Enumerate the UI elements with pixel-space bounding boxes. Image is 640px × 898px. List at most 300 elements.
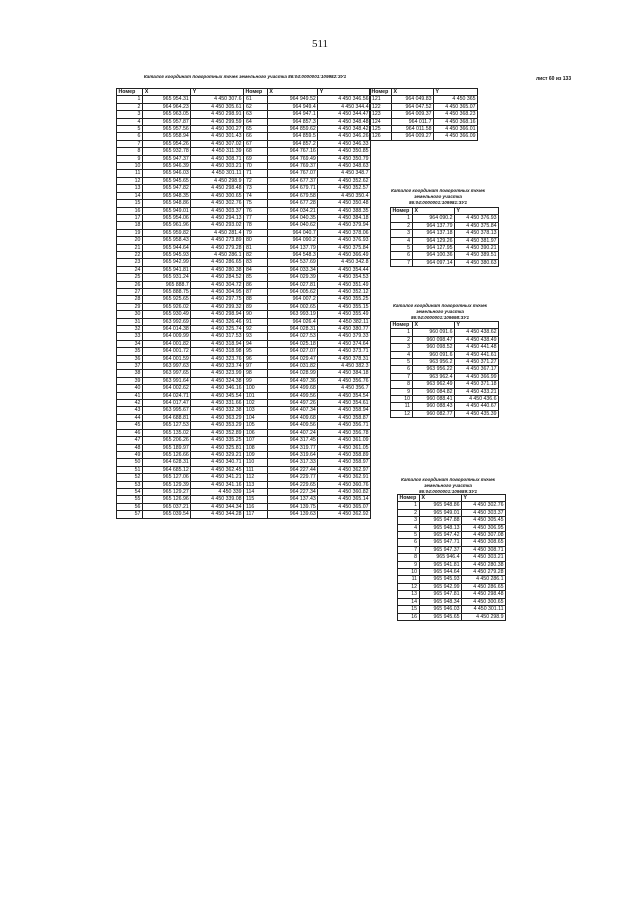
table-row bbox=[117, 237, 371, 244]
point-number: 44 bbox=[117, 414, 143, 421]
main-catalog-title: Каталог координат поворотных точек земельного участка 86:04:0000001:109982:ЗУ1 bbox=[143, 74, 347, 79]
point-number: 6 bbox=[117, 133, 143, 140]
point-number: 115 bbox=[243, 496, 267, 503]
point-number: 97 bbox=[243, 363, 267, 370]
y-coordinate: 4 450 301.43 bbox=[191, 133, 244, 140]
x-coordinate: 964 499.56 bbox=[267, 392, 317, 399]
x-coordinate: 965 944.64 bbox=[143, 244, 191, 251]
point-number: 39 bbox=[117, 377, 143, 384]
header-y: Y bbox=[318, 89, 371, 96]
y-coordinate: 4 450 375.84 bbox=[318, 244, 371, 251]
point-number: 22 bbox=[117, 251, 143, 258]
y-coordinate: 4 450 375.84 bbox=[455, 222, 499, 229]
x-coordinate: 964 028.99 bbox=[267, 370, 317, 377]
y-coordinate: 4 450 365 bbox=[434, 96, 478, 103]
x-coordinate: 965 945.93 bbox=[420, 576, 462, 583]
x-coordinate: 965 946.03 bbox=[143, 170, 191, 177]
y-coordinate: 4 450 317.53 bbox=[191, 333, 244, 340]
x-coordinate: 964 227.34 bbox=[267, 488, 317, 495]
x-coordinate: 965 947.37 bbox=[143, 155, 191, 162]
point-number: 6 bbox=[391, 252, 413, 259]
catalog-b-header-row bbox=[391, 208, 499, 215]
x-coordinate: 964 049.83 bbox=[392, 96, 434, 103]
x-coordinate: 964 100.36 bbox=[413, 252, 455, 259]
x-coordinate: 964 029.47 bbox=[267, 355, 317, 362]
table-row bbox=[117, 96, 371, 103]
x-coordinate: 964 027.53 bbox=[267, 333, 317, 340]
point-number: 113 bbox=[243, 481, 267, 488]
y-coordinate: 4 450 335.25 bbox=[191, 437, 244, 444]
point-number: 114 bbox=[243, 488, 267, 495]
y-coordinate: 4 450 368.23 bbox=[434, 111, 478, 118]
table-row bbox=[370, 96, 478, 103]
x-coordinate: 964 688.81 bbox=[143, 414, 191, 421]
y-coordinate: 4 450 279.28 bbox=[462, 569, 506, 576]
y-coordinate: 4 450 441.48 bbox=[455, 344, 499, 351]
y-coordinate: 4 450 354.44 bbox=[318, 266, 371, 273]
x-coordinate: 965 947.37 bbox=[420, 546, 462, 553]
x-coordinate: 965 932.78 bbox=[143, 148, 191, 155]
table-row bbox=[391, 403, 499, 410]
x-coordinate: 965 888.7 bbox=[143, 281, 191, 288]
x-coordinate: 964 047.52 bbox=[392, 103, 434, 110]
point-number: 75 bbox=[243, 200, 267, 207]
point-number: 1 bbox=[391, 215, 413, 222]
x-coordinate: 965 957.87 bbox=[143, 118, 191, 125]
catalog-b-table bbox=[390, 207, 499, 267]
header-x: X bbox=[413, 208, 455, 215]
x-coordinate: 964 001.59 bbox=[143, 355, 191, 362]
x-coordinate: 964 548.3 bbox=[267, 251, 317, 258]
x-coordinate: 965 949.01 bbox=[420, 509, 462, 516]
table-row bbox=[117, 355, 371, 362]
point-number: 67 bbox=[243, 140, 267, 147]
y-coordinate: 4 450 307.08 bbox=[462, 532, 506, 539]
x-coordinate: 965 948.86 bbox=[143, 200, 191, 207]
x-coordinate: 964 031.82 bbox=[267, 363, 317, 370]
catalog-d-header-row bbox=[398, 495, 506, 502]
table-row bbox=[117, 274, 371, 281]
y-coordinate: 4 450 344.34 bbox=[191, 503, 244, 510]
y-coordinate: 4 450 358.87 bbox=[318, 414, 371, 421]
y-coordinate: 4 450 376.93 bbox=[455, 215, 499, 222]
x-coordinate: 960 098.52 bbox=[413, 344, 455, 351]
x-coordinate: 965 958.43 bbox=[143, 237, 191, 244]
point-number: 10 bbox=[391, 396, 413, 403]
main-catalog-header-row bbox=[117, 89, 371, 96]
y-coordinate: 4 450 332.38 bbox=[191, 407, 244, 414]
x-coordinate: 964 947.1 bbox=[267, 111, 317, 118]
x-coordinate: 964 409.68 bbox=[267, 414, 317, 421]
x-coordinate: 964 317.45 bbox=[267, 437, 317, 444]
point-number: 5 bbox=[398, 532, 420, 539]
y-coordinate: 4 450 366.09 bbox=[434, 133, 478, 140]
point-number: 8 bbox=[391, 381, 413, 388]
point-number: 104 bbox=[243, 414, 267, 421]
point-number: 31 bbox=[117, 318, 143, 325]
y-coordinate: 4 450 286.1 bbox=[191, 251, 244, 258]
table-row bbox=[117, 488, 371, 495]
point-number: 7 bbox=[391, 259, 413, 266]
point-number: 21 bbox=[117, 244, 143, 251]
table-row bbox=[398, 539, 506, 546]
x-coordinate: 964 026.4 bbox=[267, 318, 317, 325]
x-coordinate: 965 189.97 bbox=[143, 444, 191, 451]
point-number: 69 bbox=[243, 155, 267, 162]
point-number: 24 bbox=[117, 266, 143, 273]
x-coordinate: 965 941.81 bbox=[143, 266, 191, 273]
table-row bbox=[398, 532, 506, 539]
point-number: 79 bbox=[243, 229, 267, 236]
x-coordinate: 964 685.12 bbox=[143, 466, 191, 473]
table-row bbox=[398, 502, 506, 509]
page-number: 511 bbox=[311, 38, 329, 50]
point-number: 17 bbox=[117, 214, 143, 221]
x-coordinate: 964 407.24 bbox=[267, 429, 317, 436]
point-number: 10 bbox=[117, 163, 143, 170]
x-coordinate: 964 679.71 bbox=[267, 185, 317, 192]
header-num: Номер bbox=[391, 322, 413, 329]
y-coordinate: 4 450 354.53 bbox=[318, 274, 371, 281]
table-row bbox=[391, 359, 499, 366]
point-number: 96 bbox=[243, 355, 267, 362]
y-coordinate: 4 450 348.7 bbox=[318, 170, 371, 177]
x-coordinate: 965 206.26 bbox=[143, 437, 191, 444]
y-coordinate: 4 450 308.71 bbox=[462, 546, 506, 553]
point-number: 65 bbox=[243, 126, 267, 133]
x-coordinate: 964 011.58 bbox=[392, 126, 434, 133]
x-coordinate: 964 139.75 bbox=[267, 503, 317, 510]
point-number: 121 bbox=[370, 96, 392, 103]
header-num: Номер bbox=[117, 89, 143, 96]
x-coordinate: 965 947.81 bbox=[420, 591, 462, 598]
table-row bbox=[117, 266, 371, 273]
x-coordinate: 965 947.82 bbox=[143, 185, 191, 192]
point-number: 55 bbox=[117, 496, 143, 503]
x-coordinate: 964 014.38 bbox=[143, 326, 191, 333]
x-coordinate: 964 319.64 bbox=[267, 451, 317, 458]
y-coordinate: 4 450 300.65 bbox=[191, 192, 244, 199]
y-coordinate: 4 450 286.65 bbox=[462, 583, 506, 590]
point-number: 1 bbox=[391, 329, 413, 336]
x-coordinate: 964 497.36 bbox=[267, 377, 317, 384]
y-coordinate: 4 450 307.02 bbox=[191, 140, 244, 147]
y-coordinate: 4 450 331.66 bbox=[191, 400, 244, 407]
x-coordinate: 965 949.01 bbox=[143, 207, 191, 214]
header-num: Номер bbox=[398, 495, 420, 502]
x-coordinate: 965 942.99 bbox=[420, 583, 462, 590]
y-coordinate: 4 450 438.49 bbox=[455, 336, 499, 343]
table-row bbox=[117, 340, 371, 347]
table-row bbox=[117, 244, 371, 251]
table-row bbox=[117, 126, 371, 133]
point-number: 16 bbox=[398, 613, 420, 620]
point-number: 57 bbox=[117, 511, 143, 518]
x-coordinate: 964 027.07 bbox=[267, 348, 317, 355]
point-number: 91 bbox=[243, 318, 267, 325]
point-number: 11 bbox=[398, 576, 420, 583]
y-coordinate: 4 450 354.54 bbox=[318, 392, 371, 399]
x-coordinate: 963 956.2 bbox=[413, 359, 455, 366]
table-row bbox=[117, 496, 371, 503]
y-coordinate: 4 450 355.49 bbox=[318, 311, 371, 318]
point-number: 3 bbox=[398, 517, 420, 524]
x-coordinate: 965 931.24 bbox=[143, 274, 191, 281]
table-row bbox=[117, 214, 371, 221]
table-row bbox=[391, 252, 499, 259]
x-coordinate: 963 992.69 bbox=[143, 318, 191, 325]
table-row bbox=[117, 288, 371, 295]
x-coordinate: 964 628.31 bbox=[143, 459, 191, 466]
y-coordinate: 4 450 286.65 bbox=[191, 259, 244, 266]
point-number: 14 bbox=[398, 598, 420, 605]
point-number: 61 bbox=[243, 96, 267, 103]
x-coordinate: 964 229.65 bbox=[267, 481, 317, 488]
y-coordinate: 4 450 362.92 bbox=[318, 511, 371, 518]
y-coordinate: 4 450 303.37 bbox=[191, 207, 244, 214]
x-coordinate: 965 948.35 bbox=[143, 192, 191, 199]
x-coordinate: 965 126.96 bbox=[143, 496, 191, 503]
y-coordinate: 4 450 350.4 bbox=[318, 192, 371, 199]
point-number: 64 bbox=[243, 118, 267, 125]
point-number: 53 bbox=[117, 481, 143, 488]
table-row bbox=[398, 583, 506, 590]
x-coordinate: 965 135.02 bbox=[143, 429, 191, 436]
y-coordinate: 4 450 299.32 bbox=[191, 303, 244, 310]
point-number: 42 bbox=[117, 400, 143, 407]
x-coordinate: 964 009.27 bbox=[392, 133, 434, 140]
table-row bbox=[117, 185, 371, 192]
table-row bbox=[117, 207, 371, 214]
point-number: 74 bbox=[243, 192, 267, 199]
point-number: 78 bbox=[243, 222, 267, 229]
y-coordinate: 4 450 384.18 bbox=[318, 370, 371, 377]
x-coordinate: 964 677.37 bbox=[267, 177, 317, 184]
y-coordinate: 4 450 279.28 bbox=[191, 244, 244, 251]
x-coordinate: 964 040.62 bbox=[267, 222, 317, 229]
table-row bbox=[117, 429, 371, 436]
table-row bbox=[117, 163, 371, 170]
x-coordinate: 964 127.95 bbox=[413, 245, 455, 252]
point-number: 102 bbox=[243, 400, 267, 407]
point-number: 46 bbox=[117, 429, 143, 436]
x-coordinate: 965 948.34 bbox=[420, 598, 462, 605]
y-coordinate: 4 450 436.6 bbox=[455, 396, 499, 403]
y-coordinate: 4 450 345.54 bbox=[191, 392, 244, 399]
point-number: 109 bbox=[243, 451, 267, 458]
x-coordinate: 965 925.65 bbox=[143, 296, 191, 303]
x-coordinate: 964 769.49 bbox=[267, 155, 317, 162]
point-number: 105 bbox=[243, 422, 267, 429]
y-coordinate: 4 450 352.62 bbox=[318, 177, 371, 184]
x-coordinate: 965 946.4 bbox=[420, 554, 462, 561]
x-coordinate: 964 002.62 bbox=[143, 385, 191, 392]
point-number: 68 bbox=[243, 148, 267, 155]
point-number: 73 bbox=[243, 185, 267, 192]
y-coordinate: 4 450 304.72 bbox=[191, 281, 244, 288]
x-coordinate: 964 011.7 bbox=[392, 118, 434, 125]
point-number: 85 bbox=[243, 274, 267, 281]
point-number: 9 bbox=[391, 388, 413, 395]
x-coordinate: 964 227.44 bbox=[267, 466, 317, 473]
point-number: 106 bbox=[243, 429, 267, 436]
y-coordinate: 4 450 340.71 bbox=[191, 459, 244, 466]
y-coordinate: 4 450 339 bbox=[191, 488, 244, 495]
header-x: X bbox=[420, 495, 462, 502]
point-number: 51 bbox=[117, 466, 143, 473]
header-x: X bbox=[392, 89, 434, 96]
x-coordinate: 960 082.77 bbox=[413, 410, 455, 417]
x-coordinate: 964 677.28 bbox=[267, 200, 317, 207]
point-number: 49 bbox=[117, 451, 143, 458]
x-coordinate: 960 091.6 bbox=[413, 329, 455, 336]
y-coordinate: 4 450 382.3 bbox=[318, 363, 371, 370]
table-row bbox=[117, 311, 371, 318]
point-number: 83 bbox=[243, 259, 267, 266]
point-number: 12 bbox=[117, 177, 143, 184]
point-number: 29 bbox=[117, 303, 143, 310]
point-number: 98 bbox=[243, 370, 267, 377]
y-coordinate: 4 450 346.16 bbox=[191, 385, 244, 392]
x-coordinate: 965 888.75 bbox=[143, 288, 191, 295]
y-coordinate: 4 450 350.85 bbox=[318, 148, 371, 155]
table-row bbox=[391, 336, 499, 343]
x-coordinate: 964 025.18 bbox=[267, 340, 317, 347]
table-row bbox=[370, 133, 478, 140]
y-coordinate: 4 450 366.99 bbox=[455, 373, 499, 380]
x-coordinate: 965 039.54 bbox=[143, 511, 191, 518]
point-number: 13 bbox=[117, 185, 143, 192]
table-row bbox=[370, 126, 478, 133]
x-coordinate: 964 040.35 bbox=[267, 214, 317, 221]
table-row bbox=[117, 103, 371, 110]
x-coordinate: 964 139.63 bbox=[267, 511, 317, 518]
sheet-label: лист 60 из 133 bbox=[536, 76, 572, 82]
table-row bbox=[391, 215, 499, 222]
y-coordinate: 4 450 341.21 bbox=[191, 474, 244, 481]
x-coordinate: 965 926.02 bbox=[143, 303, 191, 310]
table-row bbox=[398, 569, 506, 576]
y-coordinate: 4 450 435.39 bbox=[455, 410, 499, 417]
table-row bbox=[391, 329, 499, 336]
table-row bbox=[117, 229, 371, 236]
point-number: 15 bbox=[117, 200, 143, 207]
y-coordinate: 4 450 378.06 bbox=[318, 229, 371, 236]
table-row bbox=[117, 222, 371, 229]
y-coordinate: 4 450 341.16 bbox=[191, 481, 244, 488]
point-number: 86 bbox=[243, 281, 267, 288]
x-coordinate: 963 962.4 bbox=[413, 373, 455, 380]
y-coordinate: 4 450 374.64 bbox=[318, 340, 371, 347]
point-number: 90 bbox=[243, 311, 267, 318]
y-coordinate: 4 450 376.93 bbox=[318, 237, 371, 244]
point-number: 70 bbox=[243, 163, 267, 170]
point-number: 100 bbox=[243, 385, 267, 392]
table-row bbox=[117, 259, 371, 266]
table-row bbox=[391, 381, 499, 388]
table-row bbox=[117, 422, 371, 429]
table-row bbox=[391, 259, 499, 266]
table-row bbox=[117, 444, 371, 451]
header-y: Y bbox=[462, 495, 506, 502]
y-coordinate: 4 450 325.81 bbox=[191, 444, 244, 451]
y-coordinate: 4 450 306.95 bbox=[462, 524, 506, 531]
y-coordinate: 4 450 379.33 bbox=[318, 333, 371, 340]
point-number: 2 bbox=[391, 222, 413, 229]
x-coordinate: 964 857.3 bbox=[267, 118, 317, 125]
header-x: X bbox=[267, 89, 317, 96]
x-coordinate: 964 317.33 bbox=[267, 459, 317, 466]
y-coordinate: 4 450 273.89 bbox=[191, 237, 244, 244]
y-coordinate: 4 450 342.8 bbox=[318, 259, 371, 266]
x-coordinate: 964 859.62 bbox=[267, 126, 317, 133]
y-coordinate: 4 450 367.17 bbox=[455, 366, 499, 373]
y-coordinate: 4 450 298.9 bbox=[191, 177, 244, 184]
table-row bbox=[398, 606, 506, 613]
table-row bbox=[117, 200, 371, 207]
x-coordinate: 965 946.03 bbox=[420, 606, 462, 613]
table-row bbox=[391, 351, 499, 358]
x-coordinate: 965 959.82 bbox=[143, 229, 191, 236]
point-number: 35 bbox=[117, 348, 143, 355]
y-coordinate: 4 450 350.79 bbox=[318, 155, 371, 162]
y-coordinate: 4 450 358.89 bbox=[318, 451, 371, 458]
table-row bbox=[398, 524, 506, 531]
table-row bbox=[117, 148, 371, 155]
point-number: 72 bbox=[243, 177, 267, 184]
x-coordinate: 965 930.49 bbox=[143, 311, 191, 318]
table-row bbox=[117, 459, 371, 466]
y-coordinate: 4 450 280.38 bbox=[462, 561, 506, 568]
y-coordinate: 4 450 381.97 bbox=[455, 237, 499, 244]
point-number: 54 bbox=[117, 488, 143, 495]
point-number: 34 bbox=[117, 340, 143, 347]
y-coordinate: 4 450 280.38 bbox=[191, 266, 244, 273]
y-coordinate: 4 450 360.82 bbox=[318, 488, 371, 495]
x-coordinate: 964 009.37 bbox=[392, 111, 434, 118]
y-coordinate: 4 450 353.29 bbox=[191, 422, 244, 429]
point-number: 37 bbox=[117, 363, 143, 370]
y-coordinate: 4 450 365.14 bbox=[318, 496, 371, 503]
point-number: 94 bbox=[243, 340, 267, 347]
y-coordinate: 4 450 352.57 bbox=[318, 185, 371, 192]
x-coordinate: 964 859.5 bbox=[267, 133, 317, 140]
table-row bbox=[398, 576, 506, 583]
x-coordinate: 964 409.56 bbox=[267, 422, 317, 429]
point-number: 14 bbox=[117, 192, 143, 199]
table-row bbox=[117, 296, 371, 303]
y-coordinate: 4 450 329.21 bbox=[191, 451, 244, 458]
point-number: 8 bbox=[398, 554, 420, 561]
y-coordinate: 4 450 339.08 bbox=[191, 496, 244, 503]
point-number: 30 bbox=[117, 311, 143, 318]
y-coordinate: 4 450 389.51 bbox=[455, 252, 499, 259]
point-number: 110 bbox=[243, 459, 267, 466]
y-coordinate: 4 450 366.49 bbox=[318, 251, 371, 258]
point-number: 2 bbox=[398, 509, 420, 516]
y-coordinate: 4 450 294.13 bbox=[191, 214, 244, 221]
point-number: 117 bbox=[243, 511, 267, 518]
x-coordinate: 965 947.88 bbox=[420, 517, 462, 524]
y-coordinate: 4 450 384.18 bbox=[318, 214, 371, 221]
point-number: 9 bbox=[117, 155, 143, 162]
point-number: 28 bbox=[117, 296, 143, 303]
y-coordinate: 4 450 298.91 bbox=[191, 111, 244, 118]
table-row bbox=[391, 396, 499, 403]
table-row bbox=[117, 451, 371, 458]
point-number: 3 bbox=[117, 111, 143, 118]
y-coordinate: 4 450 297.75 bbox=[191, 296, 244, 303]
